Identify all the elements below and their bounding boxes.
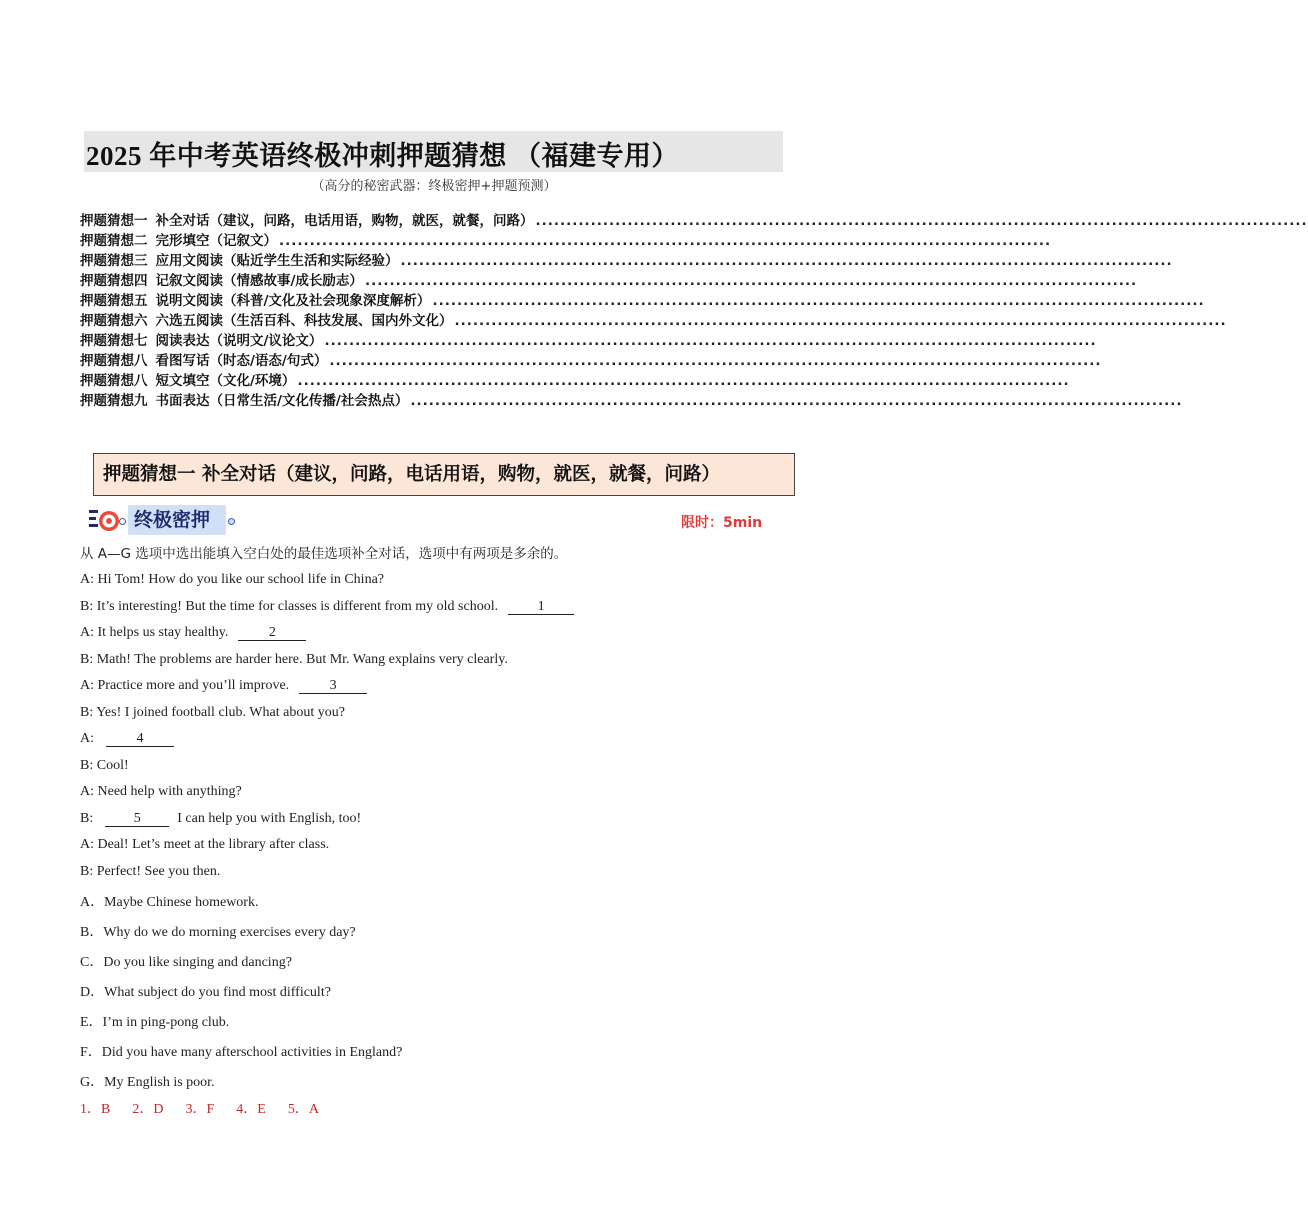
toc-item-label: 押题猜想六 <box>80 313 148 329</box>
toc-leader-dots: .............................................................................................................................. <box>400 253 1173 269</box>
section-badge: 终极密押 <box>128 505 226 535</box>
dialogue-line <box>80 837 329 853</box>
dialogue-line <box>80 784 242 800</box>
toc-item-label: 押题猜想八 <box>80 353 148 369</box>
toc-item[interactable] <box>80 389 1183 409</box>
answer-key <box>80 1098 341 1118</box>
toc-leader-dots: .............................................................................................................................. <box>279 233 1052 249</box>
dialogue-line <box>80 599 574 615</box>
dialogue-text: B: Perfect! See you then. <box>80 863 221 879</box>
toc-leader-dots: .............................................................................................................................. <box>364 273 1138 289</box>
dialogue-line <box>80 652 508 668</box>
toc-item[interactable] <box>80 229 1052 249</box>
dialogue-line <box>80 731 174 747</box>
dialogue-text: B: <box>80 810 94 826</box>
option-item: E．I’m in ping-pong club. <box>80 1015 230 1030</box>
dialogue-text: A: Deal! Let’s meet at the library after class. <box>80 837 330 852</box>
answer-item: 1．B <box>80 1102 111 1117</box>
option-item: A．Maybe Chinese homework. <box>80 895 259 910</box>
target-icon <box>88 507 120 535</box>
toc-leader-dots: .............................................................................................................................. <box>454 313 1227 329</box>
answer-blank[interactable]: 1 <box>508 600 574 615</box>
dialogue-line <box>80 678 367 694</box>
toc-item-text: 补全对话（建议，问路，电话用语，购物，就医，就餐，问路） <box>155 213 534 229</box>
answer-blank[interactable]: 3 <box>299 679 367 694</box>
toc-item-label: 押题猜想四 <box>80 273 148 289</box>
dialogue-text: B: Cool! <box>80 757 129 773</box>
toc-leader-dots: .............................................................................................................................. <box>432 293 1205 309</box>
toc-leader-dots: .............................................................................................................................. <box>297 373 1070 389</box>
answer-blank[interactable]: 4 <box>106 732 174 747</box>
page-subtitle: （高分的秘密武器：终极密押+押题预测） <box>311 179 557 194</box>
dialogue-text: A: It helps us stay healthy. <box>80 625 229 640</box>
toc-leader-dots: .............................................................................................................................. <box>410 393 1183 409</box>
toc-item-text: 说明文阅读（科普/文化及社会现象深度解析） <box>155 293 431 309</box>
badge-dot-right <box>228 518 235 525</box>
answer-blank[interactable]: 2 <box>238 626 306 641</box>
toc-item-label: 押题猜想二 <box>80 233 148 249</box>
toc-item-label: 押题猜想九 <box>80 393 148 409</box>
dialogue-line <box>80 572 384 588</box>
section-title: 押题猜想一 补全对话（建议，问路，电话用语，购物，就医，就餐，问路） <box>103 464 720 485</box>
toc-item-text: 短文填空（文化/环境） <box>155 373 296 389</box>
table-of-contents <box>80 209 1308 409</box>
dialogue-text: A: Hi Tom! How do you like our school life in China? <box>80 572 385 587</box>
toc-item[interactable] <box>80 369 1070 389</box>
dialogue-line <box>80 625 306 641</box>
option-item: D．What subject do you find most difficult? <box>80 985 331 1000</box>
dialogue-line <box>80 811 361 827</box>
toc-item-text: 阅读表达（说明文/议论文） <box>155 333 323 349</box>
dialogue-text: B: Math! The problems are harder here. But Mr. Wang explains very clearly. <box>80 651 508 667</box>
dialogue-text: B: It’s interesting! But the time for classes is different from my old school. <box>80 598 499 614</box>
answer-blank[interactable]: 5 <box>105 812 169 827</box>
option-item: G．My English is poor. <box>80 1075 215 1090</box>
toc-item-text: 完形填空（记叙文） <box>155 233 277 249</box>
dialogue-line <box>80 705 345 721</box>
toc-item[interactable] <box>80 269 1138 289</box>
toc-leader-dots: .............................................................................................................................. <box>324 333 1097 349</box>
toc-item[interactable] <box>80 289 1205 309</box>
toc-item-label: 押题猜想八 <box>80 373 148 389</box>
toc-item-text: 应用文阅读（贴近学生生活和实际经验） <box>155 253 399 269</box>
option-item: B．Why do we do morning exercises every day? <box>80 925 356 940</box>
dialogue-line <box>80 758 129 774</box>
toc-item[interactable] <box>80 349 1102 369</box>
toc-leader-dots: .............................................................................................................................. <box>329 353 1102 369</box>
toc-item-text: 记叙文阅读（情感故事/成长励志） <box>155 273 363 289</box>
toc-item-label: 押题猜想一 <box>80 213 148 229</box>
answer-item: 5．A <box>287 1102 319 1117</box>
page-title: 2025 年中考英语终极冲刺押题猜想 （福建专用） <box>86 141 679 171</box>
answer-item: 2．D <box>132 1102 164 1117</box>
toc-item-label: 押题猜想七 <box>80 333 148 349</box>
toc-item-label: 押题猜想五 <box>80 293 148 309</box>
dialogue-line <box>80 864 220 880</box>
toc-leader-dots: .............................................................................................................................. <box>535 213 1308 229</box>
toc-item-text: 书面表达（日常生活/文化传播/社会热点） <box>155 393 409 409</box>
answer-item: 3．F <box>185 1102 215 1117</box>
toc-item-text: 六选五阅读（生活百科、科技发展、国内外文化） <box>155 313 453 329</box>
toc-item[interactable] <box>80 329 1097 349</box>
toc-item-text: 看图写话（时态/语态/句式） <box>155 353 328 369</box>
badge-dot-left <box>119 518 126 525</box>
option-item: C．Do you like singing and dancing? <box>80 955 292 970</box>
toc-item[interactable] <box>80 209 1308 229</box>
toc-item[interactable] <box>80 249 1173 269</box>
time-limit: 限时：5min <box>681 515 763 531</box>
instruction-text: 从 A—G 选项中选出能填入空白处的最佳选项补全对话，选项中有两项是多余的。 <box>80 546 568 562</box>
dialogue-text-after: I can help you with English, too! <box>177 810 362 826</box>
dialogue-text: A: Need help with anything? <box>80 784 242 799</box>
toc-item[interactable] <box>80 309 1227 329</box>
toc-item-label: 押题猜想三 <box>80 253 148 269</box>
dialogue-text: A: Practice more and you’ll improve. <box>80 678 290 693</box>
dialogue-text: A: <box>80 731 94 746</box>
dialogue-text: B: Yes! I joined football club. What about you? <box>80 704 345 720</box>
answer-item: 4．E <box>236 1102 266 1117</box>
option-item: F．Did you have many afterschool activities in England? <box>80 1045 403 1060</box>
